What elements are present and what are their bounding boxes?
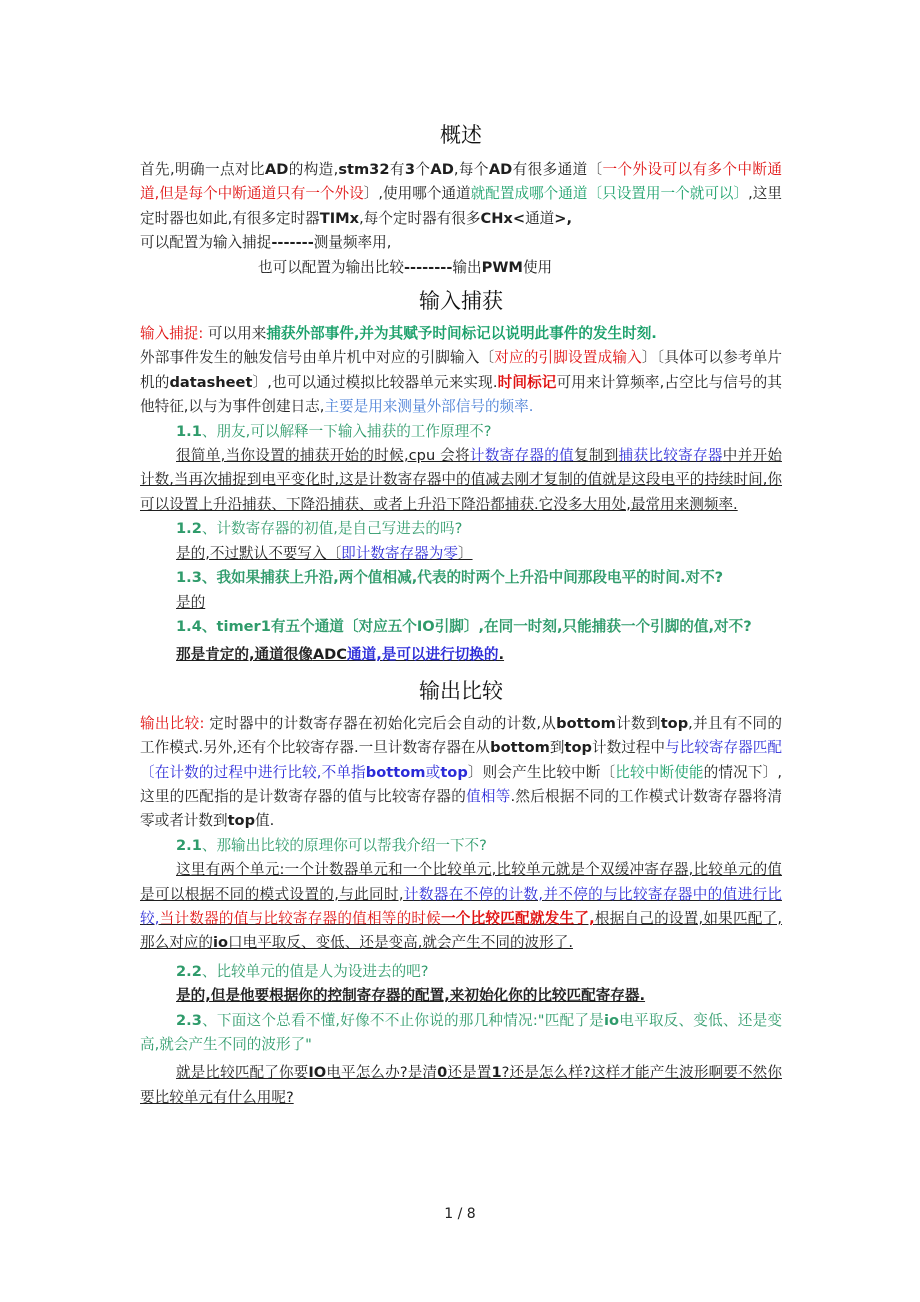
highlight-red: 当计数器的值与比较寄存器的值相等的时候: [159, 909, 441, 927]
text: AD: [430, 161, 454, 178]
text: 可用来计算频率,占空比与信号的其他特征,以与为事件创建日志,: [140, 373, 782, 416]
text: 的情况下〕,这里的匹配指的是计数寄存器的值与比较寄存器的: [140, 763, 782, 805]
text: bottom: [490, 739, 550, 757]
term-label: 输出比较:: [140, 714, 205, 732]
text: 〕: [457, 544, 473, 562]
text: 到: [549, 739, 565, 757]
overview-line-2: [140, 256, 782, 280]
highlight-blue: 捕获比较寄存器: [618, 447, 723, 465]
question-number: 2.3: [176, 1011, 202, 1029]
text: 个: [415, 161, 431, 178]
section-title-output-compare: 输出比较: [419, 678, 503, 703]
highlight-green: 就配置成哪个通道〔只设置用一个就可以〕: [470, 185, 749, 203]
text: 有: [389, 161, 405, 178]
text: --------: [403, 258, 453, 276]
text: 0: [437, 1064, 448, 1082]
text: .: [498, 646, 505, 664]
text: AD: [264, 161, 289, 178]
text: .然后根据不同的工作模式计数寄存器将清零或者计数到: [140, 787, 782, 830]
text: ,并且有不同的工作模式.另外,还有个比较寄存器.一旦计数寄存器在从: [140, 714, 782, 757]
highlight-red: 对应的引脚设置成输入: [494, 349, 642, 367]
text: datasheet: [169, 373, 253, 391]
output-compare-intro: [140, 712, 782, 834]
text: io: [212, 934, 229, 952]
answer-1-2: [140, 542, 782, 566]
text: 就是比较匹配了你要: [176, 1064, 309, 1082]
document-body: [140, 118, 782, 1110]
question-text: 、计数寄存器的初值,是自己写进去的吗?: [201, 520, 463, 538]
text: 很简单,当你设置的捕获开始的时候,cpu 会将: [176, 447, 470, 465]
text: 有很多通道〔: [512, 161, 603, 178]
text: 外部事件发生的触发信号由单片机中对应的引脚输入〔: [140, 349, 495, 367]
highlight-blue: 计数器在不停的计数,并不停的与比较寄存器中的值进行比较,: [140, 885, 782, 927]
text: 计数过程中: [591, 739, 666, 757]
text: ADC: [312, 646, 348, 664]
text: 根据自己的设置,如果匹配了,那么对应的: [140, 909, 783, 952]
question-text: 、朋友,可以解释一下输入捕获的工作原理不?: [201, 422, 492, 440]
text: 定时器中的计数寄存器在初始化完后会自动的计数,从: [204, 714, 557, 732]
text: -------: [271, 234, 314, 252]
highlight-blue: 通道,是可以进行切换的: [347, 646, 499, 664]
text: 也可以配置为输出比较: [258, 258, 404, 276]
text: 引脚〕,在同一时刻,只能捕获一个引脚的值,对不?: [434, 617, 752, 635]
text: 1: [491, 1064, 502, 1082]
question-2-1: [140, 834, 782, 858]
term-label: 输入捕捉:: [140, 325, 204, 343]
text: 测量频率用,: [313, 234, 392, 252]
text: top: [564, 739, 592, 757]
text: PWM: [481, 258, 523, 276]
question-text: 、我如果捕获上升沿,两个值相减,代表的时两个上升沿中间那段电平的时间.对不?: [201, 569, 724, 587]
question-2-3: [140, 1009, 782, 1058]
question-number: 2.2: [176, 962, 202, 980]
answer-2-1: [140, 858, 782, 956]
answer-1-3: [140, 591, 782, 615]
text: IO: [308, 1064, 327, 1082]
question-number: 1.3: [176, 569, 202, 587]
highlight-red: 一个外设可以有多个中断通道,但是每个中断通道只有一个外设: [140, 161, 782, 203]
text: 〕,使用哪个通道: [363, 185, 471, 203]
highlight-blue: 计数寄存器的值: [469, 447, 574, 465]
text: 是的,但是他要根据你的控制寄存器的配置,来初始化你的比较匹配寄存器.: [176, 987, 646, 1005]
question-text: 、那输出比较的原理你可以帮我介绍一下不?: [201, 836, 487, 854]
text: ,每个: [453, 161, 489, 178]
question-1-2: [140, 517, 782, 541]
text: 计数到: [615, 714, 661, 732]
text: 的构造,: [288, 161, 339, 178]
text: 是的,不过默认不要写入〔: [176, 544, 342, 562]
text: 这里有两个单元:一个计数器单元和一个比较单元,比较单元就是个双缓冲寄存器,比较单元的值是可以根据不同的模式设置的,与此同时,: [140, 861, 782, 903]
highlight-blue: bottom: [365, 763, 426, 781]
question-number: 1.4: [176, 617, 202, 635]
text: TIMx: [319, 209, 360, 227]
question-2-2: [140, 960, 782, 984]
section-title-overview: 概述: [440, 123, 482, 147]
text: 电平取反、变低、还是变高,就会产生不同的波形了": [140, 1011, 782, 1053]
text: 是的: [176, 593, 206, 611]
text: 可以配置为输入捕捉: [140, 234, 272, 252]
text: 电平怎么办?是清: [326, 1064, 438, 1082]
text: 〕则会产生比较中断〔: [467, 763, 616, 781]
text: IO: [416, 617, 435, 635]
highlight-red: 时间标记: [497, 373, 557, 391]
text: 值.: [255, 812, 275, 830]
question-text: 、比较单元的值是人为设进去的吧?: [201, 962, 429, 980]
text: 还是置: [447, 1064, 492, 1082]
text: 、: [201, 617, 217, 635]
text: 那是肯定的,通道很像: [176, 646, 313, 664]
answer-2-3: [140, 1061, 782, 1110]
text: 可以用来: [203, 325, 267, 343]
text: stm32: [338, 161, 390, 178]
question-1-1: [140, 420, 782, 444]
text: ,每个定时器有很多: [359, 209, 481, 227]
question-number: 2.1: [176, 836, 202, 854]
highlight-green: 捕获外部事件,并为其赋予时间标记以说明此事件的发生时刻.: [266, 325, 657, 343]
text: 中并开始计数,当再次捕捉到电平变化时,这是计数寄存器中的值减去刚才复制的值就是这段电平的持续时间,你可以设置上升沿捕获、下降沿捕获、或者上升沿下降沿都捕获.它没多大用处,最常用来测频率.: [140, 447, 782, 513]
question-1-4: [140, 615, 782, 639]
highlight-blue: 或: [425, 763, 441, 781]
text: 口电平取反、变低、还是变高,就会产生不同的波形了.: [228, 934, 573, 952]
question-number: 1.2: [176, 520, 202, 538]
text: 〕,也可以通过模拟比较器单元来实现.: [252, 373, 498, 391]
highlight-blue: 即计数寄存器为零: [341, 544, 458, 562]
text: 复制到: [574, 447, 619, 465]
answer-2-2: [140, 984, 782, 1008]
highlight-blue: top: [440, 763, 468, 781]
answer-1-1: [140, 444, 782, 517]
section-title-input-capture: 输入捕获: [419, 289, 503, 314]
text: AD: [488, 161, 513, 178]
text: CHx<: [480, 209, 526, 227]
highlight-blue: 主要是用来测量外部信号的频率.: [324, 398, 534, 416]
text: 〕〔具体可以参考单片机的: [140, 349, 782, 391]
input-capture-intro: [140, 322, 782, 420]
highlight-blue: 与比较寄存器匹配〔在计数的过程中进行比较,不单指: [140, 739, 782, 781]
text: top: [227, 812, 256, 830]
highlight-red: 一个比较匹配就发生了,: [441, 909, 595, 927]
highlight-blue: 值相等: [466, 787, 511, 805]
text: 3: [404, 161, 416, 178]
answer-1-4: [140, 643, 782, 667]
text: 使用: [522, 258, 553, 276]
highlight-green: 比较中断使能: [615, 763, 704, 781]
text: timer1: [216, 617, 271, 635]
text: 、下面这个总看不懂,好像不不止你说的那几种情况:"匹配了是: [201, 1011, 604, 1029]
text: 有五个通道〔对应五个: [270, 617, 417, 635]
text: ?还是怎么样?这样才能产生波形啊要不然你要比较单元有什么用呢?: [140, 1064, 782, 1106]
text: ,这里定时器也如此,有很多定时器: [140, 185, 783, 227]
text: >,: [554, 209, 573, 227]
text: 首先,明确一点对比: [140, 161, 265, 178]
question-number: 1.1: [176, 422, 202, 440]
text: 通道: [525, 209, 555, 227]
page-number: 1 / 8: [444, 1206, 476, 1222]
text: bottom: [556, 714, 616, 732]
text: io: [603, 1011, 620, 1029]
overview-paragraph: [140, 158, 782, 256]
text: 输出: [452, 258, 482, 276]
question-1-3: [140, 566, 782, 590]
text: top: [660, 714, 689, 732]
